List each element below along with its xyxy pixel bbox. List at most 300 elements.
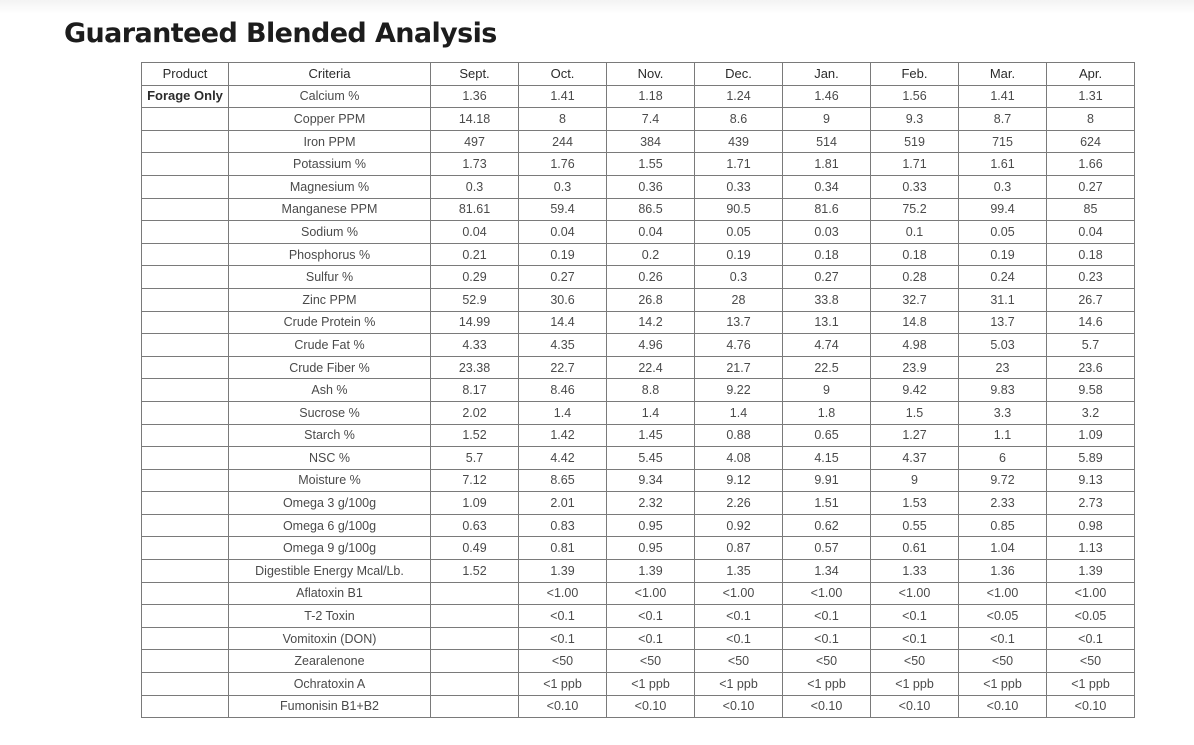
value-cell: <50 — [695, 650, 783, 673]
criteria-cell: Crude Fat % — [229, 334, 431, 357]
table-row — [142, 311, 1135, 334]
value-cell — [431, 627, 519, 650]
value-cell: 21.7 — [695, 356, 783, 379]
page-title: Guaranteed Blended Analysis — [64, 18, 497, 49]
value-cell: <1 ppb — [959, 673, 1047, 696]
value-cell: 6 — [959, 447, 1047, 470]
value-cell: 0.04 — [1047, 221, 1135, 244]
value-cell: 14.8 — [871, 311, 959, 334]
product-cell — [142, 401, 229, 424]
value-cell: 9.22 — [695, 379, 783, 402]
value-cell: 7.4 — [607, 108, 695, 131]
product-cell — [142, 447, 229, 470]
value-cell: 439 — [695, 130, 783, 153]
table-row — [142, 266, 1135, 289]
value-cell: 0.63 — [431, 514, 519, 537]
value-cell: <0.1 — [607, 627, 695, 650]
value-cell: 86.5 — [607, 198, 695, 221]
value-cell: 4.76 — [695, 334, 783, 357]
value-cell: 59.4 — [519, 198, 607, 221]
value-cell: 497 — [431, 130, 519, 153]
value-cell: 22.7 — [519, 356, 607, 379]
criteria-cell: Omega 9 g/100g — [229, 537, 431, 560]
product-cell — [142, 130, 229, 153]
value-cell: 0.04 — [607, 221, 695, 244]
criteria-cell: Zearalenone — [229, 650, 431, 673]
value-cell: <1.00 — [959, 582, 1047, 605]
value-cell: <1 ppb — [783, 673, 871, 696]
value-cell: 1.34 — [783, 560, 871, 583]
value-cell: 0.83 — [519, 514, 607, 537]
table-row — [142, 582, 1135, 605]
value-cell: <0.1 — [871, 627, 959, 650]
value-cell: 1.09 — [431, 492, 519, 515]
value-cell: <1 ppb — [1047, 673, 1135, 696]
value-cell: 0.03 — [783, 221, 871, 244]
criteria-cell: Crude Protein % — [229, 311, 431, 334]
value-cell: 1.4 — [695, 401, 783, 424]
value-cell: 0.95 — [607, 537, 695, 560]
value-cell: 0.62 — [783, 514, 871, 537]
value-cell: 0.21 — [431, 243, 519, 266]
value-cell: 23.6 — [1047, 356, 1135, 379]
column-header: Product — [142, 63, 229, 86]
value-cell: <1 ppb — [607, 673, 695, 696]
value-cell: 0.04 — [519, 221, 607, 244]
criteria-cell: Magnesium % — [229, 175, 431, 198]
criteria-cell: Starch % — [229, 424, 431, 447]
table-row — [142, 334, 1135, 357]
value-cell: 1.52 — [431, 560, 519, 583]
value-cell: 1.24 — [695, 85, 783, 108]
product-cell — [142, 492, 229, 515]
value-cell: 8 — [519, 108, 607, 131]
value-cell: 81.61 — [431, 198, 519, 221]
value-cell: <1 ppb — [695, 673, 783, 696]
product-cell — [142, 288, 229, 311]
value-cell: 9 — [783, 108, 871, 131]
top-strip — [0, 0, 1194, 14]
criteria-cell: Vomitoxin (DON) — [229, 627, 431, 650]
value-cell: 4.33 — [431, 334, 519, 357]
value-cell: <1.00 — [1047, 582, 1135, 605]
criteria-cell: T-2 Toxin — [229, 605, 431, 628]
criteria-cell: Sulfur % — [229, 266, 431, 289]
criteria-cell: Fumonisin B1+B2 — [229, 695, 431, 718]
value-cell: 0.19 — [519, 243, 607, 266]
value-cell: 0.19 — [959, 243, 1047, 266]
value-cell: 1.41 — [959, 85, 1047, 108]
table-row — [142, 492, 1135, 515]
value-cell: 4.74 — [783, 334, 871, 357]
value-cell: 9.13 — [1047, 469, 1135, 492]
product-cell — [142, 153, 229, 176]
value-cell: 0.85 — [959, 514, 1047, 537]
criteria-cell: Aflatoxin B1 — [229, 582, 431, 605]
value-cell: 624 — [1047, 130, 1135, 153]
value-cell: 99.4 — [959, 198, 1047, 221]
table-row — [142, 175, 1135, 198]
criteria-cell: NSC % — [229, 447, 431, 470]
value-cell: 85 — [1047, 198, 1135, 221]
value-cell: 9.83 — [959, 379, 1047, 402]
column-header: Nov. — [607, 63, 695, 86]
value-cell: 9.72 — [959, 469, 1047, 492]
value-cell: <0.10 — [519, 695, 607, 718]
value-cell: 0.23 — [1047, 266, 1135, 289]
product-cell — [142, 266, 229, 289]
value-cell: 1.42 — [519, 424, 607, 447]
value-cell: 1.39 — [1047, 560, 1135, 583]
value-cell: <0.1 — [783, 627, 871, 650]
value-cell: 0.33 — [695, 175, 783, 198]
value-cell: 1.5 — [871, 401, 959, 424]
value-cell: 4.96 — [607, 334, 695, 357]
product-cell — [142, 108, 229, 131]
value-cell: 0.24 — [959, 266, 1047, 289]
column-header: Apr. — [1047, 63, 1135, 86]
value-cell: <50 — [1047, 650, 1135, 673]
value-cell: 1.13 — [1047, 537, 1135, 560]
value-cell: <0.1 — [695, 627, 783, 650]
value-cell: <50 — [607, 650, 695, 673]
analysis-table — [141, 62, 1135, 718]
value-cell: 9 — [783, 379, 871, 402]
value-cell: 9.91 — [783, 469, 871, 492]
value-cell: 1.71 — [695, 153, 783, 176]
table-row — [142, 447, 1135, 470]
value-cell: 8.17 — [431, 379, 519, 402]
table-row — [142, 108, 1135, 131]
value-cell: <1 ppb — [871, 673, 959, 696]
value-cell — [431, 605, 519, 628]
value-cell: 13.1 — [783, 311, 871, 334]
value-cell: 0.19 — [695, 243, 783, 266]
value-cell: 8.46 — [519, 379, 607, 402]
value-cell: 1.35 — [695, 560, 783, 583]
criteria-cell: Potassium % — [229, 153, 431, 176]
value-cell: <0.1 — [519, 605, 607, 628]
value-cell: 23 — [959, 356, 1047, 379]
value-cell: <0.1 — [783, 605, 871, 628]
value-cell: 8.8 — [607, 379, 695, 402]
product-cell — [142, 379, 229, 402]
table-header-row — [142, 63, 1135, 86]
column-header: Jan. — [783, 63, 871, 86]
value-cell: 1.73 — [431, 153, 519, 176]
column-header: Mar. — [959, 63, 1047, 86]
value-cell: 23.9 — [871, 356, 959, 379]
value-cell: 5.03 — [959, 334, 1047, 357]
product-cell — [142, 650, 229, 673]
value-cell: 1.53 — [871, 492, 959, 515]
value-cell: 5.89 — [1047, 447, 1135, 470]
value-cell: <0.1 — [871, 605, 959, 628]
value-cell: 0.28 — [871, 266, 959, 289]
value-cell: <1.00 — [871, 582, 959, 605]
table-row — [142, 514, 1135, 537]
value-cell: 1.41 — [519, 85, 607, 108]
table-row — [142, 537, 1135, 560]
table-row — [142, 85, 1135, 108]
value-cell: 0.3 — [959, 175, 1047, 198]
value-cell: 9.3 — [871, 108, 959, 131]
criteria-cell: Crude Fiber % — [229, 356, 431, 379]
value-cell: 1.76 — [519, 153, 607, 176]
value-cell: <1.00 — [783, 582, 871, 605]
criteria-cell: Phosphorus % — [229, 243, 431, 266]
table-row — [142, 153, 1135, 176]
value-cell: 0.57 — [783, 537, 871, 560]
table-row — [142, 605, 1135, 628]
table-row — [142, 288, 1135, 311]
value-cell — [431, 650, 519, 673]
value-cell: 0.65 — [783, 424, 871, 447]
value-cell: 1.81 — [783, 153, 871, 176]
value-cell: 0.26 — [607, 266, 695, 289]
value-cell: 23.38 — [431, 356, 519, 379]
product-cell — [142, 514, 229, 537]
value-cell: 22.5 — [783, 356, 871, 379]
column-header: Sept. — [431, 63, 519, 86]
value-cell: 4.08 — [695, 447, 783, 470]
value-cell: 519 — [871, 130, 959, 153]
value-cell: 0.2 — [607, 243, 695, 266]
value-cell: 75.2 — [871, 198, 959, 221]
value-cell: 1.1 — [959, 424, 1047, 447]
product-cell — [142, 175, 229, 198]
value-cell: 0.27 — [783, 266, 871, 289]
value-cell: 4.42 — [519, 447, 607, 470]
value-cell: 90.5 — [695, 198, 783, 221]
value-cell: 8.7 — [959, 108, 1047, 131]
value-cell: 7.12 — [431, 469, 519, 492]
product-cell — [142, 695, 229, 718]
column-header: Feb. — [871, 63, 959, 86]
value-cell: 1.51 — [783, 492, 871, 515]
value-cell: 0.55 — [871, 514, 959, 537]
value-cell: 13.7 — [695, 311, 783, 334]
value-cell: 2.33 — [959, 492, 1047, 515]
value-cell: 0.98 — [1047, 514, 1135, 537]
value-cell: 1.31 — [1047, 85, 1135, 108]
value-cell: 0.18 — [783, 243, 871, 266]
value-cell: 1.71 — [871, 153, 959, 176]
criteria-cell: Iron PPM — [229, 130, 431, 153]
product-cell — [142, 311, 229, 334]
value-cell: <0.1 — [959, 627, 1047, 650]
value-cell: 33.8 — [783, 288, 871, 311]
value-cell: 1.36 — [431, 85, 519, 108]
product-cell — [142, 198, 229, 221]
table-row — [142, 650, 1135, 673]
value-cell: 0.05 — [695, 221, 783, 244]
value-cell: 1.46 — [783, 85, 871, 108]
table-row — [142, 673, 1135, 696]
value-cell: 14.99 — [431, 311, 519, 334]
value-cell: 0.49 — [431, 537, 519, 560]
value-cell: 1.4 — [519, 401, 607, 424]
value-cell: 1.56 — [871, 85, 959, 108]
value-cell: 14.18 — [431, 108, 519, 131]
value-cell: <0.1 — [695, 605, 783, 628]
value-cell: 8.6 — [695, 108, 783, 131]
value-cell: 81.6 — [783, 198, 871, 221]
criteria-cell: Digestible Energy Mcal/Lb. — [229, 560, 431, 583]
value-cell: 4.98 — [871, 334, 959, 357]
product-cell — [142, 424, 229, 447]
value-cell: 0.27 — [1047, 175, 1135, 198]
value-cell: 5.7 — [1047, 334, 1135, 357]
value-cell: 1.36 — [959, 560, 1047, 583]
value-cell: 4.35 — [519, 334, 607, 357]
product-cell — [142, 560, 229, 583]
value-cell — [431, 582, 519, 605]
value-cell: 9.12 — [695, 469, 783, 492]
criteria-cell: Zinc PPM — [229, 288, 431, 311]
value-cell: 0.92 — [695, 514, 783, 537]
value-cell: 14.4 — [519, 311, 607, 334]
value-cell: 2.26 — [695, 492, 783, 515]
value-cell: 0.3 — [695, 266, 783, 289]
value-cell: 1.61 — [959, 153, 1047, 176]
value-cell: <1.00 — [607, 582, 695, 605]
value-cell: 1.04 — [959, 537, 1047, 560]
product-cell — [142, 221, 229, 244]
value-cell: 32.7 — [871, 288, 959, 311]
value-cell: 0.18 — [1047, 243, 1135, 266]
value-cell: 26.7 — [1047, 288, 1135, 311]
value-cell: 9.58 — [1047, 379, 1135, 402]
value-cell: 8.65 — [519, 469, 607, 492]
value-cell: 8 — [1047, 108, 1135, 131]
column-header: Dec. — [695, 63, 783, 86]
value-cell: 0.36 — [607, 175, 695, 198]
criteria-cell: Omega 3 g/100g — [229, 492, 431, 515]
value-cell: <50 — [519, 650, 607, 673]
criteria-cell: Omega 6 g/100g — [229, 514, 431, 537]
value-cell: 384 — [607, 130, 695, 153]
value-cell: 0.33 — [871, 175, 959, 198]
value-cell: 1.8 — [783, 401, 871, 424]
value-cell: 9.34 — [607, 469, 695, 492]
value-cell: 28 — [695, 288, 783, 311]
value-cell: 514 — [783, 130, 871, 153]
table-row — [142, 424, 1135, 447]
value-cell: <50 — [959, 650, 1047, 673]
value-cell: 14.2 — [607, 311, 695, 334]
value-cell: 30.6 — [519, 288, 607, 311]
value-cell: <0.10 — [783, 695, 871, 718]
value-cell: 0.61 — [871, 537, 959, 560]
value-cell: <0.1 — [519, 627, 607, 650]
value-cell: <0.10 — [695, 695, 783, 718]
value-cell: <50 — [871, 650, 959, 673]
value-cell: 0.18 — [871, 243, 959, 266]
product-cell — [142, 673, 229, 696]
value-cell: 0.95 — [607, 514, 695, 537]
value-cell: <0.10 — [1047, 695, 1135, 718]
value-cell: 13.7 — [959, 311, 1047, 334]
value-cell — [431, 695, 519, 718]
table-body — [142, 85, 1135, 718]
value-cell: <0.1 — [607, 605, 695, 628]
table-row — [142, 130, 1135, 153]
value-cell: <0.1 — [1047, 627, 1135, 650]
value-cell: 0.3 — [519, 175, 607, 198]
value-cell: 1.09 — [1047, 424, 1135, 447]
value-cell: 1.4 — [607, 401, 695, 424]
product-cell — [142, 469, 229, 492]
table-row — [142, 198, 1135, 221]
value-cell: 2.73 — [1047, 492, 1135, 515]
value-cell: 1.55 — [607, 153, 695, 176]
column-header: Criteria — [229, 63, 431, 86]
value-cell: 9 — [871, 469, 959, 492]
product-cell — [142, 605, 229, 628]
value-cell: 52.9 — [431, 288, 519, 311]
value-cell: 0.04 — [431, 221, 519, 244]
column-header: Oct. — [519, 63, 607, 86]
table-row — [142, 401, 1135, 424]
value-cell: 244 — [519, 130, 607, 153]
value-cell: 1.39 — [607, 560, 695, 583]
value-cell: 0.3 — [431, 175, 519, 198]
value-cell: 22.4 — [607, 356, 695, 379]
table-row — [142, 627, 1135, 650]
value-cell: 1.66 — [1047, 153, 1135, 176]
value-cell: 2.02 — [431, 401, 519, 424]
product-cell — [142, 243, 229, 266]
value-cell: 1.45 — [607, 424, 695, 447]
product-cell — [142, 582, 229, 605]
value-cell: 4.15 — [783, 447, 871, 470]
criteria-cell: Calcium % — [229, 85, 431, 108]
table-row — [142, 243, 1135, 266]
value-cell: <50 — [783, 650, 871, 673]
value-cell: 1.52 — [431, 424, 519, 447]
value-cell: <1.00 — [695, 582, 783, 605]
value-cell: 3.3 — [959, 401, 1047, 424]
value-cell: 2.32 — [607, 492, 695, 515]
criteria-cell: Copper PPM — [229, 108, 431, 131]
value-cell: <0.05 — [1047, 605, 1135, 628]
value-cell: 1.18 — [607, 85, 695, 108]
table-row — [142, 221, 1135, 244]
value-cell: 5.45 — [607, 447, 695, 470]
value-cell: 1.27 — [871, 424, 959, 447]
product-cell — [142, 356, 229, 379]
value-cell: 5.7 — [431, 447, 519, 470]
value-cell: 31.1 — [959, 288, 1047, 311]
product-cell — [142, 334, 229, 357]
value-cell — [431, 673, 519, 696]
value-cell: <1.00 — [519, 582, 607, 605]
value-cell: 9.42 — [871, 379, 959, 402]
criteria-cell: Moisture % — [229, 469, 431, 492]
value-cell: 3.2 — [1047, 401, 1135, 424]
table-row — [142, 560, 1135, 583]
value-cell: 1.39 — [519, 560, 607, 583]
value-cell: 0.27 — [519, 266, 607, 289]
value-cell: 4.37 — [871, 447, 959, 470]
value-cell: 0.05 — [959, 221, 1047, 244]
value-cell: 0.34 — [783, 175, 871, 198]
value-cell: <1 ppb — [519, 673, 607, 696]
table-row — [142, 469, 1135, 492]
product-cell — [142, 537, 229, 560]
value-cell: 0.88 — [695, 424, 783, 447]
